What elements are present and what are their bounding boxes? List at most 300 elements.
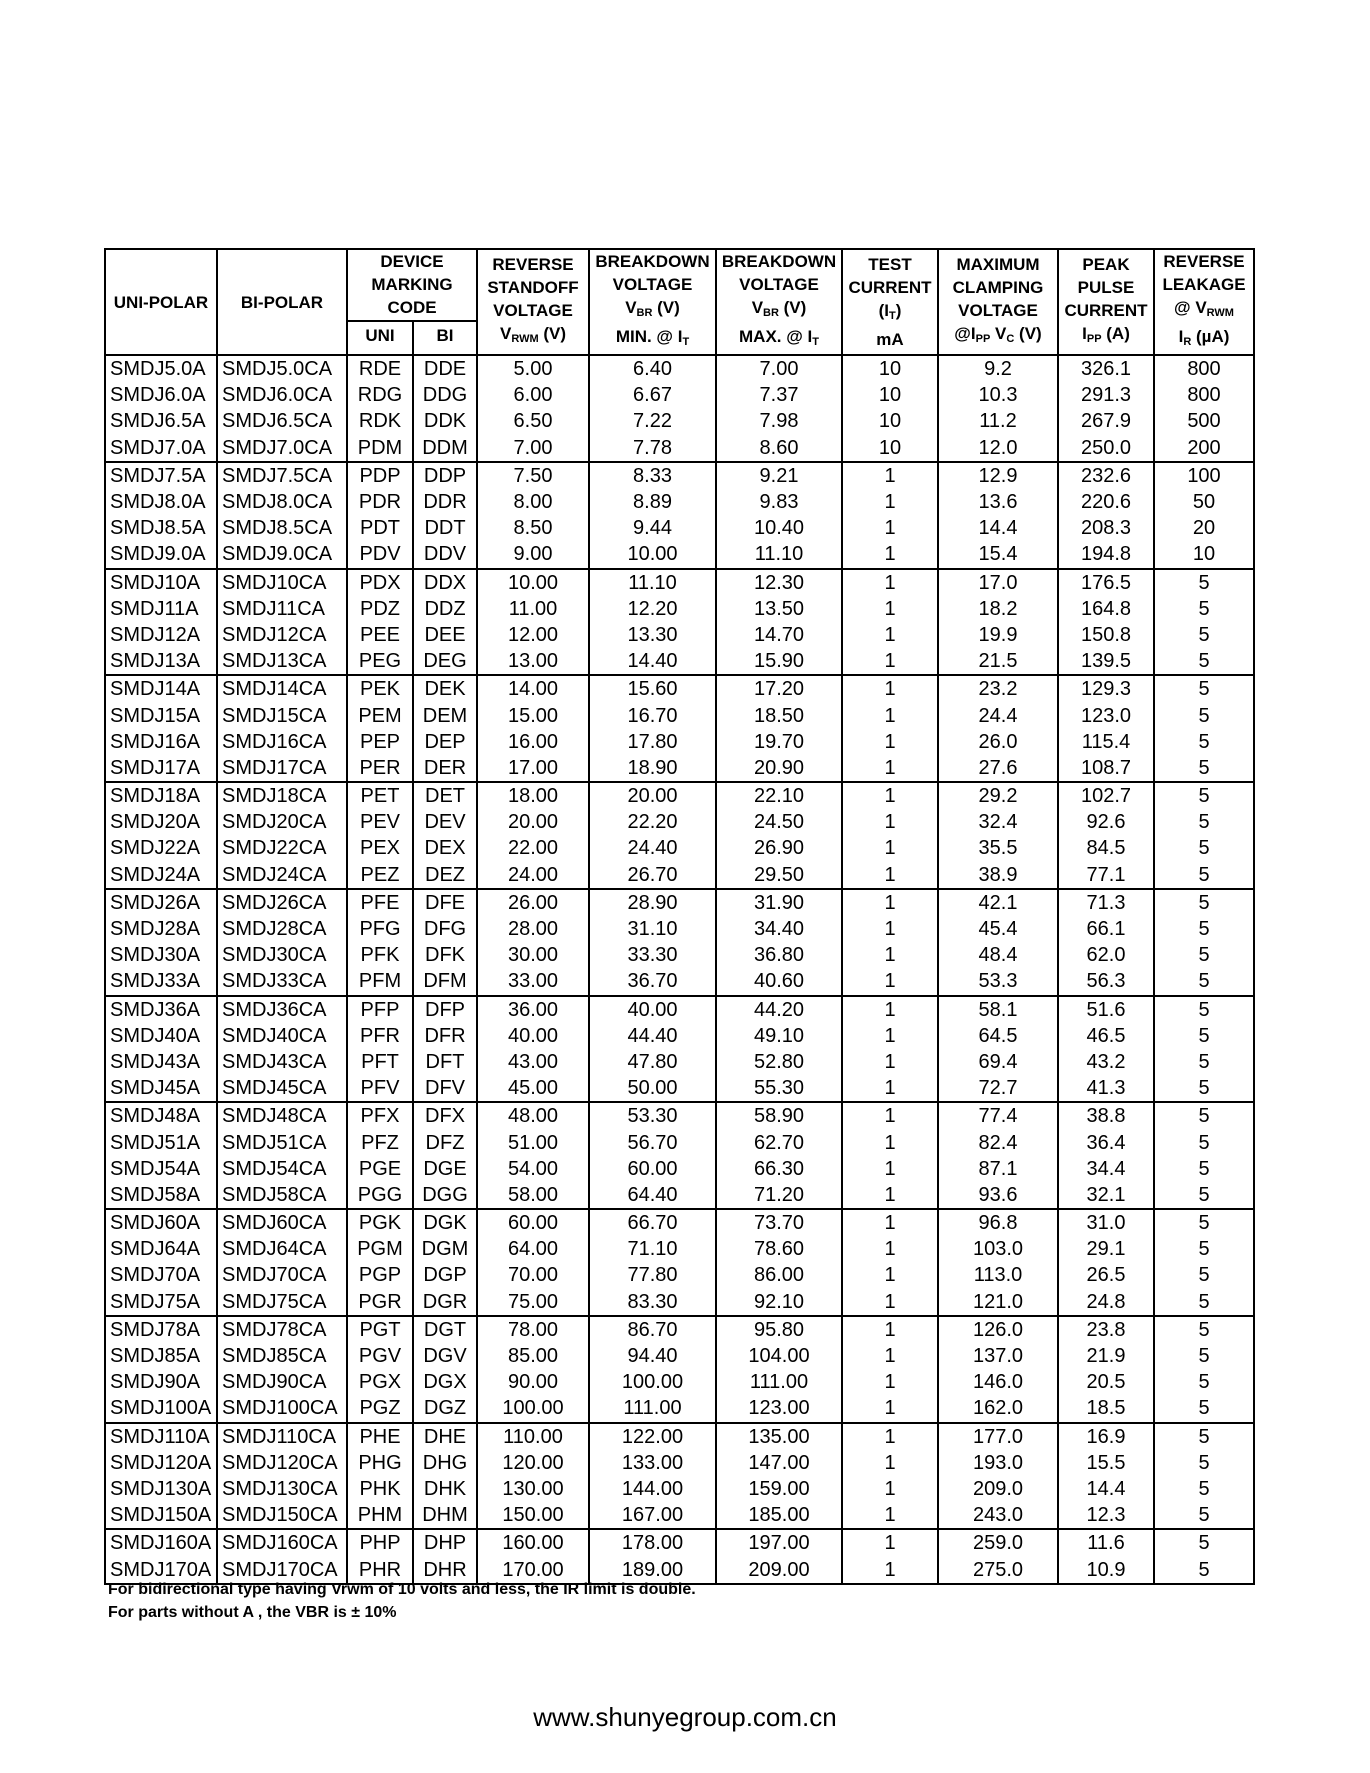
table-row [105, 889, 1254, 916]
cell-clamping-voltage: 38.9 [938, 862, 1058, 889]
cell-marking-uni: PGT [347, 1316, 413, 1343]
table-row [105, 1395, 1254, 1422]
cell-peak-current: 115.4 [1058, 729, 1154, 755]
cell-breakdown-min: 47.80 [589, 1049, 716, 1075]
cell-peak-current: 108.7 [1058, 755, 1154, 782]
table-row [105, 1049, 1254, 1075]
cell-marking-uni: PHE [347, 1423, 413, 1450]
cell-uni-polar-part: SMDJ85A [105, 1343, 217, 1369]
cell-marking-uni: PFZ [347, 1129, 413, 1155]
cell-clamping-voltage: 18.2 [938, 596, 1058, 622]
cell-peak-current: 62.0 [1058, 942, 1154, 968]
table-row [105, 435, 1254, 462]
cell-leakage-current: 200 [1154, 435, 1254, 462]
cell-standoff-voltage: 7.50 [477, 462, 589, 489]
cell-peak-current: 92.6 [1058, 809, 1154, 835]
table-row [105, 1343, 1254, 1369]
cell-marking-uni: PHR [347, 1556, 413, 1583]
cell-uni-polar-part: SMDJ7.0A [105, 435, 217, 462]
cell-bi-polar-part: SMDJ24CA [217, 862, 347, 889]
cell-standoff-voltage: 5.00 [477, 355, 589, 382]
cell-breakdown-max: 12.30 [716, 569, 842, 596]
cell-breakdown-max: 14.70 [716, 622, 842, 648]
cell-marking-uni: PFR [347, 1023, 413, 1049]
cell-standoff-voltage: 51.00 [477, 1129, 589, 1155]
cell-clamping-voltage: 13.6 [938, 489, 1058, 515]
cell-leakage-current: 5 [1154, 1209, 1254, 1236]
cell-test-current: 1 [842, 675, 938, 702]
cell-peak-current: 123.0 [1058, 702, 1154, 728]
table-row [105, 729, 1254, 755]
cell-clamping-voltage: 11.2 [938, 408, 1058, 434]
cell-standoff-voltage: 36.00 [477, 996, 589, 1023]
cell-leakage-current: 5 [1154, 942, 1254, 968]
table-row [105, 702, 1254, 728]
cell-bi-polar-part: SMDJ85CA [217, 1343, 347, 1369]
cell-breakdown-min: 100.00 [589, 1369, 716, 1395]
cell-marking-bi: DGR [413, 1289, 477, 1316]
table-row [105, 408, 1254, 434]
cell-breakdown-max: 34.40 [716, 916, 842, 942]
cell-bi-polar-part: SMDJ8.0CA [217, 489, 347, 515]
cell-uni-polar-part: SMDJ12A [105, 622, 217, 648]
cell-clamping-voltage: 19.9 [938, 622, 1058, 648]
cell-peak-current: 34.4 [1058, 1156, 1154, 1182]
table-row [105, 1102, 1254, 1129]
cell-peak-current: 139.5 [1058, 648, 1154, 675]
cell-standoff-voltage: 8.50 [477, 515, 589, 541]
cell-breakdown-max: 17.20 [716, 675, 842, 702]
cell-peak-current: 164.8 [1058, 596, 1154, 622]
cell-test-current: 1 [842, 1395, 938, 1422]
cell-breakdown-max: 197.00 [716, 1529, 842, 1556]
cell-leakage-current: 5 [1154, 1502, 1254, 1529]
cell-uni-polar-part: SMDJ43A [105, 1049, 217, 1075]
cell-breakdown-min: 44.40 [589, 1023, 716, 1049]
cell-marking-bi: DEZ [413, 862, 477, 889]
cell-marking-uni: RDE [347, 355, 413, 382]
cell-peak-current: 26.5 [1058, 1262, 1154, 1288]
cell-clamping-voltage: 12.0 [938, 435, 1058, 462]
cell-peak-current: 208.3 [1058, 515, 1154, 541]
cell-breakdown-max: 7.37 [716, 382, 842, 408]
cell-clamping-voltage: 12.9 [938, 462, 1058, 489]
table-row [105, 1236, 1254, 1262]
cell-marking-bi: DEM [413, 702, 477, 728]
table-row [105, 1289, 1254, 1316]
cell-uni-polar-part: SMDJ51A [105, 1129, 217, 1155]
cell-breakdown-max: 15.90 [716, 648, 842, 675]
cell-marking-bi: DGX [413, 1369, 477, 1395]
cell-bi-polar-part: SMDJ15CA [217, 702, 347, 728]
cell-marking-uni: PDZ [347, 596, 413, 622]
cell-standoff-voltage: 130.00 [477, 1476, 589, 1502]
cell-clamping-voltage: 42.1 [938, 889, 1058, 916]
table-row [105, 382, 1254, 408]
cell-marking-uni: PGX [347, 1369, 413, 1395]
cell-uni-polar-part: SMDJ28A [105, 916, 217, 942]
cell-leakage-current: 5 [1154, 755, 1254, 782]
cell-test-current: 1 [842, 1289, 938, 1316]
cell-test-current: 1 [842, 1182, 938, 1209]
cell-breakdown-max: 31.90 [716, 889, 842, 916]
cell-marking-bi: DDZ [413, 596, 477, 622]
table-row [105, 996, 1254, 1023]
cell-uni-polar-part: SMDJ15A [105, 702, 217, 728]
cell-peak-current: 250.0 [1058, 435, 1154, 462]
cell-test-current: 1 [842, 1075, 938, 1102]
cell-leakage-current: 5 [1154, 809, 1254, 835]
cell-bi-polar-part: SMDJ150CA [217, 1502, 347, 1529]
cell-test-current: 10 [842, 408, 938, 434]
header-clamping-voltage: MAXIMUM CLAMPING VOLTAGE $@I_{PP}$ $V_C$ (V) [938, 249, 1058, 355]
cell-standoff-voltage: 64.00 [477, 1236, 589, 1262]
cell-standoff-voltage: 100.00 [477, 1395, 589, 1422]
cell-leakage-current: 5 [1154, 1075, 1254, 1102]
cell-standoff-voltage: 170.00 [477, 1556, 589, 1583]
cell-bi-polar-part: SMDJ40CA [217, 1023, 347, 1049]
cell-marking-bi: DDE [413, 355, 477, 382]
cell-clamping-voltage: 113.0 [938, 1262, 1058, 1288]
cell-uni-polar-part: SMDJ100A [105, 1395, 217, 1422]
cell-peak-current: 267.9 [1058, 408, 1154, 434]
cell-uni-polar-part: SMDJ5.0A [105, 355, 217, 382]
cell-breakdown-max: 55.30 [716, 1075, 842, 1102]
cell-marking-uni: PGP [347, 1262, 413, 1288]
cell-uni-polar-part: SMDJ16A [105, 729, 217, 755]
cell-breakdown-min: 7.22 [589, 408, 716, 434]
cell-uni-polar-part: SMDJ8.5A [105, 515, 217, 541]
table-row [105, 755, 1254, 782]
cell-bi-polar-part: SMDJ6.0CA [217, 382, 347, 408]
cell-breakdown-max: 92.10 [716, 1289, 842, 1316]
cell-test-current: 1 [842, 835, 938, 861]
cell-leakage-current: 5 [1154, 1316, 1254, 1343]
cell-uni-polar-part: SMDJ7.5A [105, 462, 217, 489]
cell-clamping-voltage: 275.0 [938, 1556, 1058, 1583]
cell-test-current: 1 [842, 968, 938, 995]
cell-standoff-voltage: 85.00 [477, 1343, 589, 1369]
header-test-current: TEST CURRENT $(I_T)$ mA [842, 249, 938, 355]
cell-marking-bi: DGK [413, 1209, 477, 1236]
cell-standoff-voltage: 13.00 [477, 648, 589, 675]
cell-leakage-current: 5 [1154, 702, 1254, 728]
cell-uni-polar-part: SMDJ13A [105, 648, 217, 675]
cell-test-current: 1 [842, 1049, 938, 1075]
table-row [105, 569, 1254, 596]
cell-clamping-voltage: 259.0 [938, 1529, 1058, 1556]
cell-test-current: 1 [842, 1423, 938, 1450]
cell-peak-current: 66.1 [1058, 916, 1154, 942]
cell-breakdown-min: 33.30 [589, 942, 716, 968]
cell-breakdown-min: 26.70 [589, 862, 716, 889]
cell-peak-current: 18.5 [1058, 1395, 1154, 1422]
cell-peak-current: 77.1 [1058, 862, 1154, 889]
cell-marking-bi: DEX [413, 835, 477, 861]
header-standoff-voltage: REVERSE STANDOFF VOLTAGE $V_{RWM}$ (V) [477, 249, 589, 355]
cell-breakdown-min: 66.70 [589, 1209, 716, 1236]
header-marking-code: DEVICE MARKING CODE [347, 249, 477, 321]
cell-leakage-current: 10 [1154, 541, 1254, 568]
cell-peak-current: 232.6 [1058, 462, 1154, 489]
cell-marking-uni: PFX [347, 1102, 413, 1129]
cell-marking-uni: PDP [347, 462, 413, 489]
cell-uni-polar-part: SMDJ20A [105, 809, 217, 835]
cell-marking-uni: PFT [347, 1049, 413, 1075]
cell-clamping-voltage: 72.7 [938, 1075, 1058, 1102]
cell-breakdown-min: 28.90 [589, 889, 716, 916]
cell-bi-polar-part: SMDJ64CA [217, 1236, 347, 1262]
cell-test-current: 1 [842, 1556, 938, 1583]
header-reverse-leakage: REVERSE LEAKAGE @ $V_{RWM}$ $I_R$ (µA) [1154, 249, 1254, 355]
table-row [105, 541, 1254, 568]
cell-test-current: 1 [842, 489, 938, 515]
cell-clamping-voltage: 87.1 [938, 1156, 1058, 1182]
cell-breakdown-min: 6.67 [589, 382, 716, 408]
cell-peak-current: 176.5 [1058, 569, 1154, 596]
cell-peak-current: 220.6 [1058, 489, 1154, 515]
cell-uni-polar-part: SMDJ10A [105, 569, 217, 596]
cell-marking-bi: DEV [413, 809, 477, 835]
table-row [105, 1023, 1254, 1049]
cell-clamping-voltage: 58.1 [938, 996, 1058, 1023]
cell-bi-polar-part: SMDJ6.5CA [217, 408, 347, 434]
cell-uni-polar-part: SMDJ78A [105, 1316, 217, 1343]
cell-clamping-voltage: 27.6 [938, 755, 1058, 782]
cell-bi-polar-part: SMDJ26CA [217, 889, 347, 916]
header-marking-bi: BI [413, 321, 477, 355]
cell-leakage-current: 5 [1154, 1476, 1254, 1502]
cell-clamping-voltage: 48.4 [938, 942, 1058, 968]
cell-bi-polar-part: SMDJ28CA [217, 916, 347, 942]
cell-test-current: 1 [842, 462, 938, 489]
table-row [105, 835, 1254, 861]
cell-clamping-voltage: 21.5 [938, 648, 1058, 675]
cell-breakdown-min: 16.70 [589, 702, 716, 728]
cell-test-current: 1 [842, 755, 938, 782]
cell-marking-uni: PFE [347, 889, 413, 916]
cell-breakdown-min: 94.40 [589, 1343, 716, 1369]
table-row [105, 489, 1254, 515]
cell-marking-bi: DGZ [413, 1395, 477, 1422]
cell-uni-polar-part: SMDJ6.5A [105, 408, 217, 434]
cell-marking-uni: PFM [347, 968, 413, 995]
cell-standoff-voltage: 17.00 [477, 755, 589, 782]
table-row [105, 1129, 1254, 1155]
cell-breakdown-min: 12.20 [589, 596, 716, 622]
cell-bi-polar-part: SMDJ130CA [217, 1476, 347, 1502]
cell-uni-polar-part: SMDJ22A [105, 835, 217, 861]
cell-marking-bi: DGM [413, 1236, 477, 1262]
cell-breakdown-min: 6.40 [589, 355, 716, 382]
cell-clamping-voltage: 193.0 [938, 1450, 1058, 1476]
cell-leakage-current: 20 [1154, 515, 1254, 541]
cell-peak-current: 24.8 [1058, 1289, 1154, 1316]
cell-breakdown-min: 7.78 [589, 435, 716, 462]
cell-leakage-current: 5 [1154, 782, 1254, 809]
cell-breakdown-min: 36.70 [589, 968, 716, 995]
cell-marking-bi: DEG [413, 648, 477, 675]
cell-breakdown-max: 111.00 [716, 1369, 842, 1395]
cell-marking-uni: PFG [347, 916, 413, 942]
cell-breakdown-max: 24.50 [716, 809, 842, 835]
cell-test-current: 1 [842, 1262, 938, 1288]
cell-clamping-voltage: 23.2 [938, 675, 1058, 702]
cell-bi-polar-part: SMDJ75CA [217, 1289, 347, 1316]
cell-bi-polar-part: SMDJ16CA [217, 729, 347, 755]
table-row [105, 1075, 1254, 1102]
cell-breakdown-min: 53.30 [589, 1102, 716, 1129]
cell-breakdown-min: 15.60 [589, 675, 716, 702]
table-row [105, 1156, 1254, 1182]
cell-clamping-voltage: 64.5 [938, 1023, 1058, 1049]
cell-uni-polar-part: SMDJ6.0A [105, 382, 217, 408]
cell-marking-bi: DDV [413, 541, 477, 568]
cell-standoff-voltage: 70.00 [477, 1262, 589, 1288]
cell-marking-bi: DEP [413, 729, 477, 755]
cell-test-current: 1 [842, 648, 938, 675]
cell-marking-bi: DET [413, 782, 477, 809]
table-row [105, 968, 1254, 995]
cell-leakage-current: 5 [1154, 569, 1254, 596]
cell-leakage-current: 5 [1154, 968, 1254, 995]
table-row [105, 1450, 1254, 1476]
cell-breakdown-min: 17.80 [589, 729, 716, 755]
cell-bi-polar-part: SMDJ14CA [217, 675, 347, 702]
cell-leakage-current: 5 [1154, 1556, 1254, 1583]
specifications-table [104, 248, 1255, 1585]
cell-marking-uni: PEE [347, 622, 413, 648]
cell-breakdown-max: 13.50 [716, 596, 842, 622]
cell-bi-polar-part: SMDJ13CA [217, 648, 347, 675]
cell-peak-current: 10.9 [1058, 1556, 1154, 1583]
cell-uni-polar-part: SMDJ110A [105, 1423, 217, 1450]
cell-bi-polar-part: SMDJ7.0CA [217, 435, 347, 462]
cell-marking-bi: DFZ [413, 1129, 477, 1155]
cell-marking-uni: PGG [347, 1182, 413, 1209]
cell-standoff-voltage: 12.00 [477, 622, 589, 648]
cell-leakage-current: 5 [1154, 835, 1254, 861]
cell-breakdown-min: 83.30 [589, 1289, 716, 1316]
cell-standoff-voltage: 8.00 [477, 489, 589, 515]
cell-peak-current: 84.5 [1058, 835, 1154, 861]
cell-standoff-voltage: 18.00 [477, 782, 589, 809]
cell-breakdown-max: 49.10 [716, 1023, 842, 1049]
cell-bi-polar-part: SMDJ30CA [217, 942, 347, 968]
cell-uni-polar-part: SMDJ130A [105, 1476, 217, 1502]
cell-standoff-voltage: 150.00 [477, 1502, 589, 1529]
cell-breakdown-min: 18.90 [589, 755, 716, 782]
cell-marking-bi: DEE [413, 622, 477, 648]
cell-marking-bi: DDG [413, 382, 477, 408]
cell-uni-polar-part: SMDJ64A [105, 1236, 217, 1262]
cell-test-current: 1 [842, 1529, 938, 1556]
cell-breakdown-min: 189.00 [589, 1556, 716, 1583]
cell-standoff-voltage: 14.00 [477, 675, 589, 702]
cell-standoff-voltage: 20.00 [477, 809, 589, 835]
cell-peak-current: 29.1 [1058, 1236, 1154, 1262]
cell-test-current: 1 [842, 1476, 938, 1502]
cell-peak-current: 150.8 [1058, 622, 1154, 648]
cell-bi-polar-part: SMDJ43CA [217, 1049, 347, 1075]
cell-leakage-current: 5 [1154, 1262, 1254, 1288]
cell-leakage-current: 50 [1154, 489, 1254, 515]
cell-clamping-voltage: 103.0 [938, 1236, 1058, 1262]
cell-test-current: 1 [842, 1023, 938, 1049]
cell-marking-bi: DFP [413, 996, 477, 1023]
table-row [105, 355, 1254, 382]
cell-uni-polar-part: SMDJ14A [105, 675, 217, 702]
cell-marking-uni: PEK [347, 675, 413, 702]
cell-marking-bi: DDX [413, 569, 477, 596]
cell-bi-polar-part: SMDJ22CA [217, 835, 347, 861]
cell-breakdown-min: 9.44 [589, 515, 716, 541]
cell-leakage-current: 500 [1154, 408, 1254, 434]
cell-marking-uni: PEV [347, 809, 413, 835]
cell-bi-polar-part: SMDJ110CA [217, 1423, 347, 1450]
cell-standoff-voltage: 43.00 [477, 1049, 589, 1075]
cell-standoff-voltage: 9.00 [477, 541, 589, 568]
cell-marking-uni: PFP [347, 996, 413, 1023]
cell-test-current: 1 [842, 569, 938, 596]
cell-leakage-current: 5 [1154, 996, 1254, 1023]
cell-clamping-voltage: 14.4 [938, 515, 1058, 541]
cell-marking-uni: RDK [347, 408, 413, 434]
table-row [105, 1529, 1254, 1556]
table-row [105, 782, 1254, 809]
cell-leakage-current: 5 [1154, 1182, 1254, 1209]
cell-breakdown-min: 10.00 [589, 541, 716, 568]
cell-marking-uni: PGK [347, 1209, 413, 1236]
table-row [105, 1476, 1254, 1502]
cell-uni-polar-part: SMDJ33A [105, 968, 217, 995]
cell-leakage-current: 5 [1154, 622, 1254, 648]
cell-breakdown-max: 66.30 [716, 1156, 842, 1182]
table-row [105, 862, 1254, 889]
cell-breakdown-max: 52.80 [716, 1049, 842, 1075]
cell-breakdown-min: 167.00 [589, 1502, 716, 1529]
cell-marking-uni: PDT [347, 515, 413, 541]
table-row [105, 1262, 1254, 1288]
cell-marking-bi: DHM [413, 1502, 477, 1529]
cell-marking-bi: DFG [413, 916, 477, 942]
cell-marking-uni: PDX [347, 569, 413, 596]
cell-test-current: 1 [842, 1209, 938, 1236]
cell-marking-bi: DHR [413, 1556, 477, 1583]
cell-breakdown-max: 8.60 [716, 435, 842, 462]
cell-peak-current: 129.3 [1058, 675, 1154, 702]
cell-breakdown-max: 11.10 [716, 541, 842, 568]
table-row [105, 1369, 1254, 1395]
cell-peak-current: 194.8 [1058, 541, 1154, 568]
cell-marking-uni: RDG [347, 382, 413, 408]
cell-leakage-current: 5 [1154, 1529, 1254, 1556]
cell-breakdown-min: 178.00 [589, 1529, 716, 1556]
cell-marking-uni: PER [347, 755, 413, 782]
cell-test-current: 1 [842, 1450, 938, 1476]
cell-marking-uni: PGR [347, 1289, 413, 1316]
cell-breakdown-min: 20.00 [589, 782, 716, 809]
cell-peak-current: 12.3 [1058, 1502, 1154, 1529]
cell-breakdown-min: 122.00 [589, 1423, 716, 1450]
cell-test-current: 1 [842, 1502, 938, 1529]
cell-marking-bi: DDT [413, 515, 477, 541]
cell-test-current: 1 [842, 729, 938, 755]
cell-breakdown-min: 133.00 [589, 1450, 716, 1476]
cell-uni-polar-part: SMDJ18A [105, 782, 217, 809]
cell-breakdown-min: 64.40 [589, 1182, 716, 1209]
cell-marking-bi: DGT [413, 1316, 477, 1343]
